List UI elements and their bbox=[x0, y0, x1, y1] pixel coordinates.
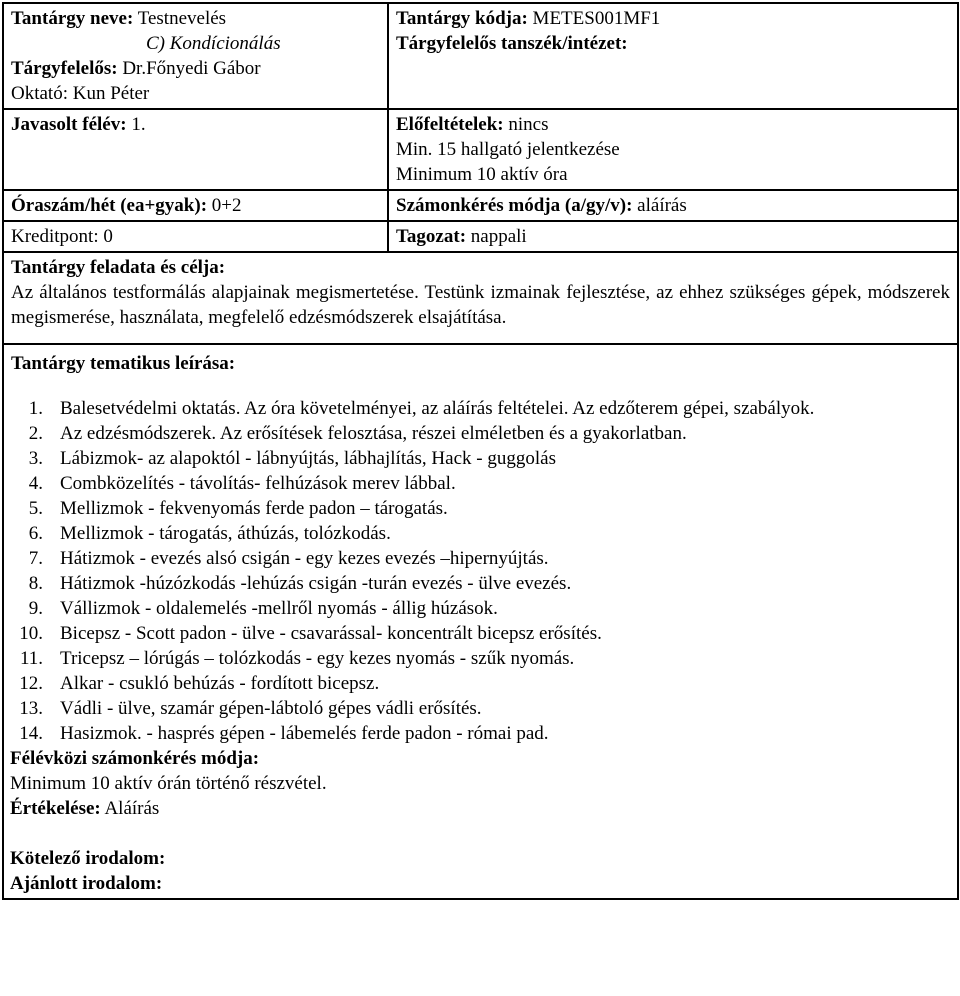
topic-number: 5. bbox=[28, 498, 43, 519]
topic-number: 2. bbox=[28, 423, 43, 444]
goal-text: Az általános testformálás alapjainak megismertetése. Testünk izmainak fejlesztése, az ehhez szükséges gépek, módszerek megismerése, használata, megfelelő edzésmódszerek elsajátítása. bbox=[11, 282, 950, 328]
subject-name-line bbox=[11, 6, 380, 31]
min-students: Min. 15 hallgató jelentkezése bbox=[396, 139, 620, 160]
topic-number: 6. bbox=[28, 523, 43, 544]
topic-item bbox=[11, 396, 950, 421]
topic-item bbox=[11, 496, 950, 521]
topic-item bbox=[11, 646, 950, 671]
responsible-line bbox=[11, 56, 380, 81]
credits-label: Kreditpont: bbox=[11, 226, 99, 247]
topic-number: 1. bbox=[28, 398, 43, 419]
assessment-cell bbox=[388, 190, 958, 221]
semester-label: Javasolt félév: bbox=[11, 114, 127, 135]
min-classes: Minimum 10 aktív óra bbox=[396, 164, 568, 185]
topic-text: Hasizmok. - hasprés gépen - lábemelés ferde padon - római pad. bbox=[60, 723, 549, 744]
topic-number: 11. bbox=[19, 648, 43, 669]
credits-cell bbox=[3, 221, 388, 252]
code-label: Tantárgy kódja: bbox=[396, 8, 528, 29]
goal-cell bbox=[3, 252, 958, 344]
topic-item bbox=[11, 621, 950, 646]
topic-item bbox=[11, 571, 950, 596]
assessment-value: aláírás bbox=[637, 195, 687, 216]
topic-number: 8. bbox=[28, 573, 43, 594]
responsible-value: Dr.Főnyedi Gábor bbox=[122, 58, 261, 79]
topic-number: 13. bbox=[19, 698, 43, 719]
code-info-cell bbox=[388, 3, 958, 109]
topic-item bbox=[11, 721, 950, 746]
topic-item bbox=[11, 421, 950, 446]
topic-list bbox=[11, 396, 950, 746]
mode-label: Tagozat: bbox=[396, 226, 467, 247]
topic-item bbox=[11, 446, 950, 471]
subject-name-value: Testnevelés bbox=[137, 8, 227, 29]
prereq-cell bbox=[388, 109, 958, 190]
code-value: METES001MF1 bbox=[532, 8, 661, 29]
assessment-label: Számonkérés módja (a/gy/v): bbox=[396, 195, 633, 216]
topic-item bbox=[11, 696, 950, 721]
goal-label: Tantárgy feladata és célja: bbox=[11, 257, 226, 278]
topic-number: 4. bbox=[28, 473, 43, 494]
topic-item bbox=[11, 671, 950, 696]
midterm-text: Minimum 10 aktív órán történő részvétel. bbox=[10, 773, 327, 794]
topic-item bbox=[11, 471, 950, 496]
topic-text: Balesetvédelmi oktatás. Az óra követelményei, az aláírás feltételei. Az edzőterem gépei, szabályok. bbox=[60, 398, 815, 419]
semester-cell bbox=[3, 109, 388, 190]
midterm-block bbox=[10, 746, 950, 896]
topic-text: Bicepsz - Scott padon - ülve - csavarással- koncentrált bicepsz erősítés. bbox=[60, 623, 602, 644]
topic-text: Vádli - ülve, szamár gépen-lábtoló gépes vádli erősítés. bbox=[60, 698, 482, 719]
code-line bbox=[396, 6, 950, 31]
topic-text: Alkar - csukló behúzás - fordított bicepsz. bbox=[60, 673, 380, 694]
topic-item bbox=[11, 521, 950, 546]
mode-cell bbox=[388, 221, 958, 252]
topic-text: Mellizmok - tárogatás, áthúzás, tolózkodás. bbox=[60, 523, 391, 544]
instructor-line bbox=[11, 81, 380, 106]
evaluation-line bbox=[10, 796, 950, 821]
prereq-label: Előfeltételek: bbox=[396, 114, 504, 135]
responsible-label: Tárgyfelelős: bbox=[11, 58, 118, 79]
topic-number: 7. bbox=[28, 548, 43, 569]
semester-line bbox=[11, 112, 380, 137]
topic-number: 10. bbox=[19, 623, 43, 644]
hours-value: 0+2 bbox=[211, 195, 242, 216]
topic-text: Lábizmok- az alapoktól - lábnyújtás, lábhajlítás, Hack - guggolás bbox=[60, 448, 556, 469]
topic-text: Hátizmok -húzózkodás -lehúzás csigán -turán evezés - ülve evezés. bbox=[60, 573, 572, 594]
mode-value: nappali bbox=[470, 226, 527, 247]
credits-value: 0 bbox=[103, 226, 113, 247]
topics-label: Tantárgy tematikus leírása: bbox=[11, 353, 236, 374]
prereq-line bbox=[396, 112, 950, 137]
topic-text: Az edzésmódszerek. Az erősítések felosztása, részei elméletben és a gyakorlatban. bbox=[60, 423, 687, 444]
hours-label: Óraszám/hét (ea+gyak): bbox=[11, 195, 208, 216]
evaluation-value: Aláírás bbox=[104, 798, 160, 819]
course-info-table bbox=[2, 2, 959, 900]
topic-text: Tricepsz – lórúgás – tolózkodás - egy kezes nyomás - szűk nyomás. bbox=[60, 648, 575, 669]
instructor-label: Oktató: bbox=[11, 83, 68, 104]
topic-text: Hátizmok - evezés alsó csigán - egy kezes evezés –hipernyújtás. bbox=[60, 548, 549, 569]
topic-item bbox=[11, 596, 950, 621]
topics-cell bbox=[3, 344, 958, 899]
recommended-literature-label: Ajánlott irodalom: bbox=[10, 873, 163, 894]
midterm-label: Félévközi számonkérés módja: bbox=[10, 748, 260, 769]
topic-text: Mellizmok - fekvenyomás ferde padon – tárogatás. bbox=[60, 498, 448, 519]
topic-text: Vállizmok - oldalemelés -mellről nyomás - állig húzások. bbox=[60, 598, 498, 619]
topic-number: 12. bbox=[19, 673, 43, 694]
topic-item bbox=[11, 546, 950, 571]
topic-number: 9. bbox=[28, 598, 43, 619]
topic-text: Combközelítés - távolítás- felhúzások merev lábbal. bbox=[60, 473, 456, 494]
required-literature-label: Kötelező irodalom: bbox=[10, 848, 166, 869]
subject-name-label: Tantárgy neve: bbox=[11, 8, 134, 29]
prereq-value: nincs bbox=[508, 114, 549, 135]
hours-cell bbox=[3, 190, 388, 221]
semester-value: 1. bbox=[131, 114, 146, 135]
evaluation-label: Értékelése: bbox=[10, 798, 101, 819]
instructor-value: Kun Péter bbox=[72, 83, 150, 104]
subject-info-cell bbox=[3, 3, 388, 109]
department-label: Tárgyfelelős tanszék/intézet: bbox=[396, 33, 628, 54]
topic-number: 3. bbox=[28, 448, 43, 469]
subject-variant: C) Kondícionálás bbox=[146, 33, 281, 54]
topic-number: 14. bbox=[19, 723, 43, 744]
